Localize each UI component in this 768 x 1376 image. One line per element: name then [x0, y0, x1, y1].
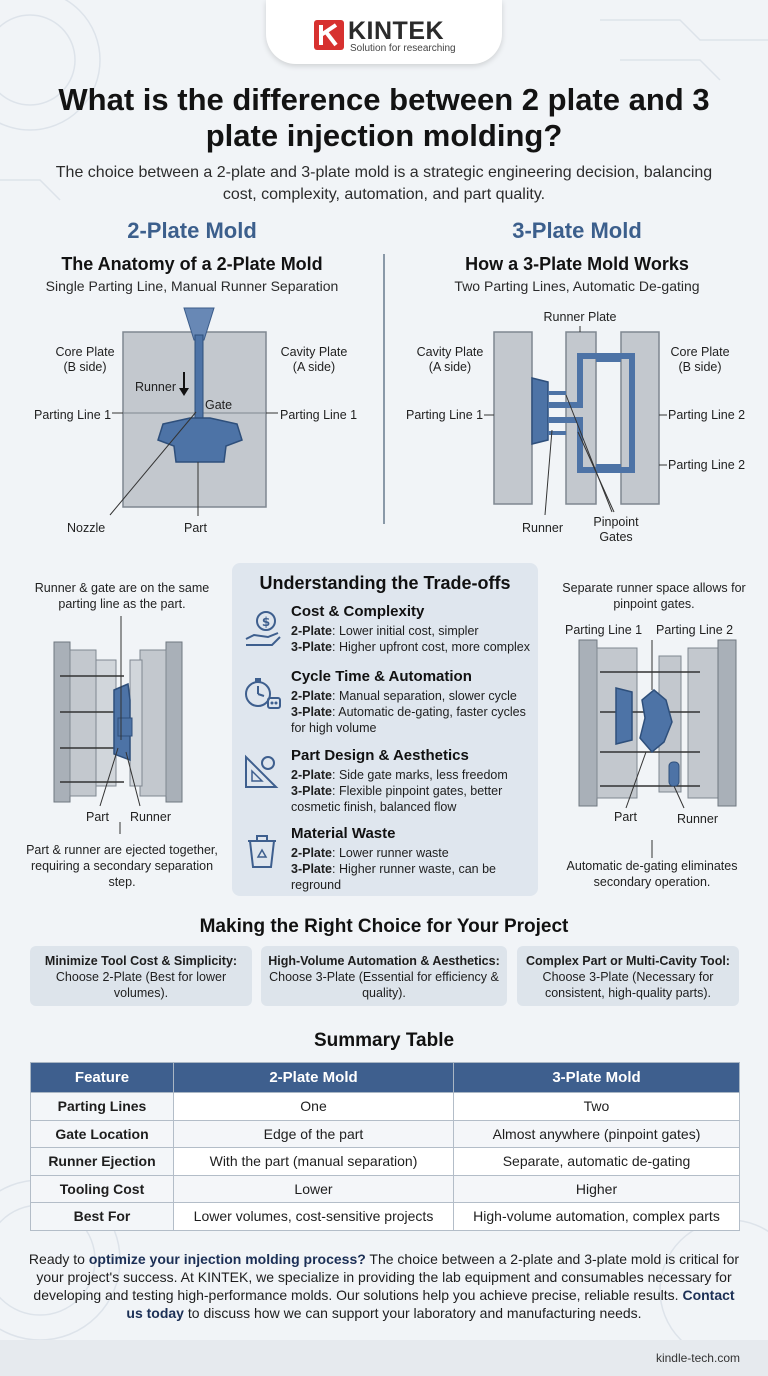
table-cell: Separate, automatic de-gating	[454, 1148, 740, 1176]
table-cell: Best For	[31, 1203, 174, 1231]
two-plate-open-part-label: Part	[86, 810, 109, 824]
table-cell: Parting Lines	[31, 1093, 174, 1121]
three-parting-line-1-label: Parting Line 1	[406, 408, 484, 422]
tradeoff-line	[291, 688, 535, 704]
cta-text: Ready to	[28, 1251, 89, 1267]
two-plate-note-top: Runner & gate are on the same parting line as the part.	[34, 581, 210, 611]
tradeoff-key: 3-Plate	[291, 862, 332, 876]
table-row	[31, 1093, 740, 1121]
brand-tagline: Solution for researching	[350, 43, 456, 54]
cavity-plate-label	[274, 345, 354, 375]
table-cell: Edge of the part	[174, 1120, 454, 1148]
two-plate-section-title: The Anatomy of a 2-Plate Mold	[61, 254, 323, 274]
table-cell: Runner Ejection	[31, 1148, 174, 1176]
choice-card-body: Choose 3-Plate (Essential for efficiency & quality).	[269, 970, 499, 1000]
table-cell: With the part (manual separation)	[174, 1148, 454, 1176]
choice-card-head: High-Volume Automation & Aesthetics:	[268, 954, 500, 968]
table-cell: Lower volumes, cost-sensitive projects	[174, 1203, 454, 1231]
tradeoff-line	[291, 639, 541, 655]
footer-url-link[interactable]: kindle-tech.com	[655, 1351, 740, 1365]
svg-text:$: $	[261, 615, 271, 629]
tradeoff-text: : Side gate marks, less freedom	[332, 768, 508, 782]
tradeoff-key: 2-Plate	[291, 624, 332, 638]
tradeoff-text: : Lower initial cost, simpler	[332, 624, 479, 638]
triangle-ruler-icon	[242, 751, 282, 791]
page-title: What is the difference between 2 plate and 3 plate injection molding?	[58, 82, 710, 153]
choice-card-head: Minimize Tool Cost & Simplicity:	[44, 954, 238, 968]
table-cell: Two	[454, 1093, 740, 1121]
three-cavity-plate-text: Cavity Plate	[416, 345, 484, 359]
two-plate-heading: 2-Plate Mold	[127, 218, 257, 243]
cavity-side-text: (A side)	[292, 360, 336, 374]
three-cavity-plate-label	[410, 345, 490, 375]
tradeoff-text: : Flexible pinpoint gates, better cosmetic finish, balanced flow	[291, 784, 503, 814]
parting-line-right-label: Parting Line 1	[280, 408, 358, 422]
two-plate-open-diagram	[54, 616, 182, 834]
table-row	[31, 1175, 740, 1203]
summary-header-row	[31, 1063, 740, 1093]
three-plate-note-top: Separate runner space allows for pinpoint gates.	[562, 581, 746, 611]
tradeoff-head: Part Design & Aesthetics	[291, 747, 469, 764]
tradeoff-head: Cost & Complexity	[291, 603, 425, 620]
cta-emphasis: optimize your injection molding process?	[88, 1251, 366, 1267]
three-core-side-text: (B side)	[678, 360, 722, 374]
tradeoffs-panel	[232, 563, 538, 896]
three-open-runner-label: Runner	[677, 812, 718, 826]
tradeoff-key: 3-Plate	[291, 784, 332, 798]
parting-line-left-label: Parting Line 1	[34, 408, 112, 422]
three-plate-heading: 3-Plate Mold	[512, 218, 642, 243]
brand-name: KINTEK	[348, 17, 445, 45]
money-hand-icon	[242, 609, 282, 649]
tradeoff-text: : Higher runner waste, can be reground	[291, 862, 496, 892]
core-plate-label	[50, 345, 120, 375]
tradeoff-line	[291, 704, 535, 736]
choice-card	[517, 946, 739, 1006]
tradeoff-head: Cycle Time & Automation	[291, 668, 472, 685]
tradeoffs-title: Understanding the Trade-offs	[259, 573, 511, 593]
tradeoff-text: : Automatic de-gating, faster cycles for high volume	[291, 705, 526, 735]
table-cell: Gate Location	[31, 1120, 174, 1148]
three-open-pl1-label: Parting Line 1	[565, 623, 643, 637]
three-plate-section-subtitle: Two Parting Lines, Automatic De-gating	[454, 278, 700, 294]
choice-card-body: Choose 2-Plate (Best for lower volumes).	[55, 970, 227, 1000]
tradeoff-key: 2-Plate	[291, 689, 332, 703]
summary-table	[30, 1062, 740, 1231]
tradeoff-line	[291, 783, 535, 815]
table-cell: High-volume automation, complex parts	[454, 1203, 740, 1231]
gate-label: Gate	[205, 398, 233, 412]
table-cell: Higher	[454, 1175, 740, 1203]
choice-card	[261, 946, 507, 1006]
runner-plate-label: Runner Plate	[543, 310, 617, 324]
part-label: Part	[184, 521, 207, 535]
core-plate-text: Core Plate	[55, 345, 115, 359]
table-cell: One	[174, 1093, 454, 1121]
tradeoff-line	[291, 623, 535, 639]
tradeoff-text: : Manual separation, slower cycle	[332, 689, 517, 703]
summary-header-cell: 3-Plate Mold	[454, 1063, 740, 1093]
three-parting-line-2a-label: Parting Line 2	[668, 408, 746, 422]
tradeoff-key: 3-Plate	[291, 640, 332, 654]
summary-title: Summary Table	[313, 1030, 455, 1051]
recycle-bin-icon	[242, 831, 282, 871]
contact-us-link[interactable]: Contact us today	[126, 1287, 735, 1321]
summary-header-cell: Feature	[31, 1063, 174, 1093]
choice-card-body: Choose 3-Plate (Necessary for consistent, high-quality parts).	[542, 970, 714, 1000]
choice-card-head: Complex Part or Multi-Cavity Tool:	[526, 954, 730, 968]
cta-text: The choice between a 2-plate and 3-plate mold is critical for your project's success. At KINTEK, we specialize in providing the lab equipment and consumables necessary for developing and testing high-performance molds. Our solutions help you achieve precise, reliable results.	[33, 1251, 740, 1303]
core-side-text: (B side)	[63, 360, 107, 374]
choice-card	[30, 946, 252, 1006]
three-plate-section-title: How a 3-Plate Mold Works	[465, 254, 689, 274]
table-cell: Lower	[174, 1175, 454, 1203]
tradeoff-key: 3-Plate	[291, 705, 332, 719]
tradeoff-text: : Higher upfront cost, more complex	[332, 640, 530, 654]
pinpoint-text: Pinpoint	[593, 515, 639, 529]
footer-bar	[0, 1340, 768, 1376]
three-core-plate-label	[664, 345, 736, 375]
three-runner-label: Runner	[522, 521, 563, 535]
table-cell: Tooling Cost	[31, 1175, 174, 1203]
tradeoff-head: Material Waste	[291, 825, 396, 842]
tradeoff-key: 2-Plate	[291, 846, 332, 860]
cta-text: to discuss how we can support your laboratory and manufacturing needs.	[183, 1305, 642, 1321]
tradeoff-line	[291, 767, 535, 783]
three-cavity-side-text: (A side)	[428, 360, 472, 374]
two-plate-open-runner-label: Runner	[130, 810, 171, 824]
tradeoff-key: 2-Plate	[291, 768, 332, 782]
table-row	[31, 1120, 740, 1148]
page-subtitle: The choice between a 2-plate and 3-plate mold is a strategic engineering decision, balancing cost, complexity, automation, and part quality.	[55, 164, 713, 203]
cavity-plate-text: Cavity Plate	[280, 345, 348, 359]
summary-header-cell: 2-Plate Mold	[174, 1063, 454, 1093]
three-open-part-label: Part	[614, 810, 637, 824]
table-row	[31, 1203, 740, 1231]
choice-title: Making the Right Choice for Your Project	[199, 916, 569, 937]
two-plate-closed-diagram	[110, 308, 278, 516]
three-core-plate-text: Core Plate	[670, 345, 730, 359]
two-plate-section-subtitle: Single Parting Line, Manual Runner Separation	[45, 278, 339, 294]
table-cell: Almost anywhere (pinpoint gates)	[454, 1120, 740, 1148]
call-to-action	[24, 1250, 744, 1322]
tradeoff-text: : Lower runner waste	[332, 846, 449, 860]
nozzle-label: Nozzle	[67, 521, 106, 535]
three-plate-note-bottom: Automatic de-gating eliminates secondary operation.	[566, 859, 738, 889]
three-open-pl2-label: Parting Line 2	[656, 623, 734, 637]
gates-text: Gates	[599, 530, 633, 544]
stopwatch-robot-icon	[242, 674, 282, 714]
two-plate-note-bottom: Part & runner are ejected together, requiring a secondary separation step.	[26, 843, 218, 889]
three-plate-closed-diagram	[484, 326, 667, 515]
tradeoff-line	[291, 861, 511, 893]
pinpoint-gates-label	[586, 515, 646, 545]
tradeoff-line	[291, 845, 535, 861]
three-parting-line-2b-label: Parting Line 2	[668, 458, 746, 472]
table-row	[31, 1148, 740, 1176]
runner-label: Runner	[135, 380, 176, 394]
